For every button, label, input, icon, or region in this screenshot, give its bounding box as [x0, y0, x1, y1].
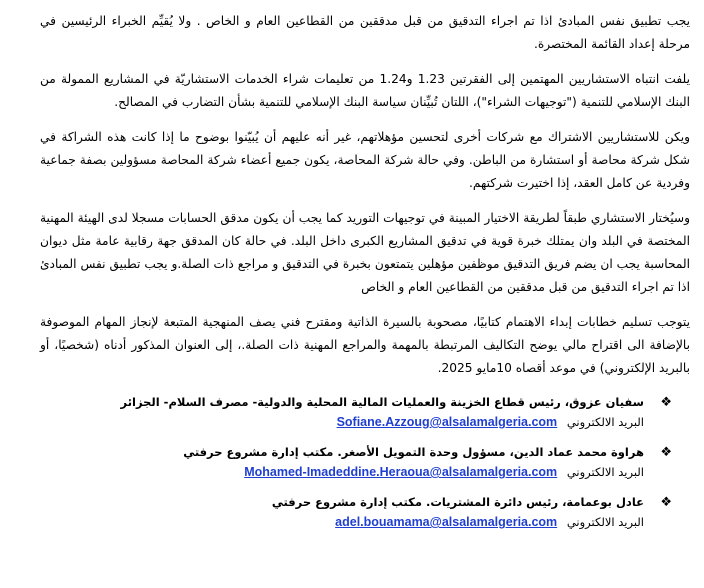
diamond-bullet-icon: ❖	[660, 445, 672, 460]
document-page	[40, 10, 690, 542]
contact-name: سفيان عزوق، رئيس قطاع الخزينة والعمليات المالية المحلية والدولية- مصرف السلام- الجزائر	[120, 395, 644, 409]
email-link[interactable]: Mohamed-Imadeddine.Heraoua@alsalamalgeria.com	[244, 465, 558, 479]
paragraph-joint-venture: ويكن للاستشاريين الاشتراك مع شركات أخرى لتحسين مؤهلاتهم، غير أنه عليهم أن يُبيّنوا بوضوح ما إذا كانت هذه الشراكة في شكل شركة محاصة أو استشارة من الباطن. وفي حالة شركة المحاصة، يكون جميع أعضاء شركة المحاصة مسؤولين بصفة جماعية وفردية عن كامل العقد، إذا اختيرت شركتهم.	[40, 130, 690, 190]
email-link[interactable]: adel.bouamama@alsalamalgeria.com	[335, 515, 558, 529]
contact-email-row	[40, 512, 644, 532]
contact-name: هراوة محمد عماد الدين، مسؤول وحدة التمويل الأصغر. مكتب إدارة مشروع حرفتي	[183, 445, 644, 459]
diamond-bullet-icon: ❖	[660, 395, 672, 410]
email-label: البريد الالكتروني	[566, 415, 644, 429]
contact-list	[40, 392, 690, 532]
contact-name: عادل بوعمامة، رئيس دائرة المشتريات. مكتب إدارة مشروع حرفتي	[271, 495, 644, 509]
contact-item	[40, 492, 672, 532]
email-label: البريد الالكتروني	[566, 515, 644, 529]
contact-item	[40, 442, 672, 482]
paragraph-submission: يتوجب تسليم خطابات إبداء الاهتمام كتابيًا، مصحوبة بالسيرة الذاتية ومقترح فني يصف المنهجية المتبعة لإنجاز المهام الموصوفة بالإضافة الى اقتراح مالي يوضح التكاليف المرتبطة بالمهمة والمراجع المهنية ذات الصلة.، إلى العنوان المذكور أدناه (شخصيًا، أو بالبريد الإلكتروني) في موعد أقصاه 10مايو 2025.	[40, 315, 690, 375]
contact-email-row	[40, 462, 644, 482]
paragraph-conflict-of-interest: يلفت انتباه الاستشاريين المهتمين إلى الفقرتين 1.23 و1.24 من تعليمات شراء الخدمات الاستشاريّة في المشاريع الممولة من البنك الإسلامي للتنمية ("توجيهات الشراء")، اللتان تُبيِّنان سياسة البنك الإسلامي للتنمية بشأن التضارب في المصالح.	[40, 72, 690, 109]
paragraph-selection-method: وسيُختار الاستشاري طبقاً لطريقة الاختيار المبينة في توجيهات التوريد كما يجب أن يكون مدقق الحسابات مسجلا لدى الهيئة المهنية المختصة في البلد وان يمتلك خبرة قوية في تدقيق المشاريع الكبرى داخل البلد. في حالة كان المدقق جهة رقابية عامة مثل ديوان المحاسبة يجب ان يضم فريق التدقيق موظفين مؤهلين يتمتعون بخبرة في التدقيق و مراجع ذات الصلة.و يجب تطبيق نفس المبادئ اذا تم اجراء التدقيق من قبل مدققين من القطاعين العام و الخاص	[40, 211, 690, 294]
diamond-bullet-icon: ❖	[660, 495, 672, 510]
email-label: البريد الالكتروني	[566, 465, 644, 479]
contact-item	[40, 392, 672, 432]
email-link[interactable]: Sofiane.Azzoug@alsalamalgeria.com	[336, 415, 558, 429]
paragraph-audit-principles: يجب تطبيق نفس المبادئ اذا تم اجراء التدقيق من قبل مدققين من القطاعين العام و الخاص . ولا يُقيِّم الخبراء الرئيسين في مرحلة إعداد القائمة المختصرة.	[40, 14, 690, 51]
contact-email-row	[40, 412, 644, 432]
